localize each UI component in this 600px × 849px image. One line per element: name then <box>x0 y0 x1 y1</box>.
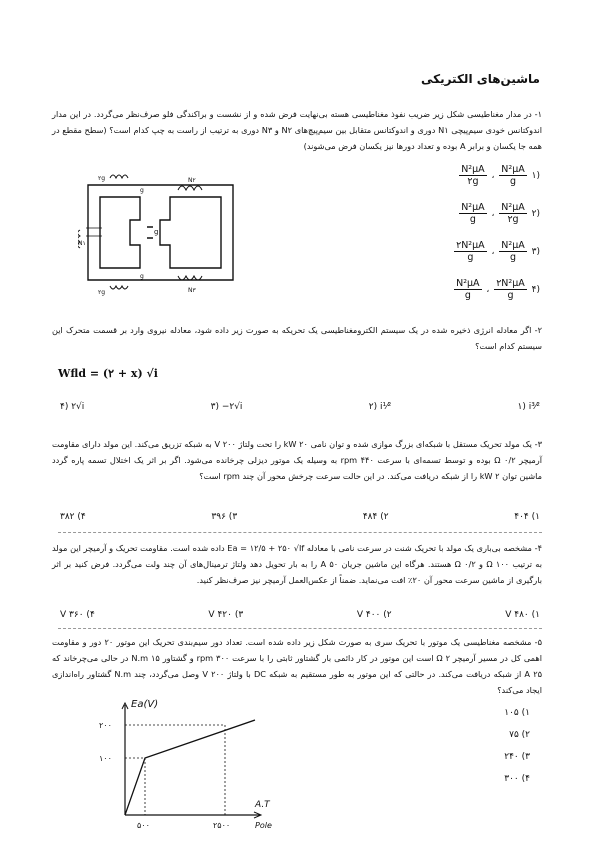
q5-option-4[interactable]: ۴) ۳۰۰ <box>504 774 530 784</box>
x-axis-label: A.T <box>255 800 270 810</box>
q5-options <box>504 702 530 790</box>
fraction: $\frac{\text{N²μA}}{g}$ <box>456 278 480 301</box>
y-axis-label: Ea(V) <box>131 699 159 710</box>
section-title: ماشین‌های الکتریکی <box>420 72 540 86</box>
gap-label-lower: g <box>140 273 144 280</box>
question-number: ۱- <box>534 109 542 119</box>
x-tick-500: ۵۰۰ <box>137 821 150 830</box>
question-text: یک مولد تحریک مستقل با شبکه‌ای بزرگ موازی شده و توان نامی ۲۰ kW را تحت ولتاژ ۲۰۰ V به شبکه تزریق می‌کند. این مولد دارای مقاومت آرمیچر ۰/۲ Ω بوده و توسط تسمه‌ای با سرعت ۴۴۰ rpm به وسیله یک موتور دیزلی چرخانده می‌شود. اگر بر اثر یک اختلال تسمه پاره گردد ماشین توان ۲ kW را از شبکه دریافت می‌کند. در این حالت سرعت چرخش محور آن چند rpm است؟ <box>52 439 542 481</box>
divider <box>58 628 542 629</box>
q2-option-4[interactable]: ۴) ۲√i <box>60 402 85 412</box>
q4-option-1[interactable]: ۱) ۴۸۰ V <box>505 610 540 620</box>
magnetic-circuit-figure <box>78 170 243 298</box>
question-number: ۵- <box>534 637 543 647</box>
x-tick-2500: ۲۵۰۰ <box>213 821 231 830</box>
q1-option-2[interactable]: $\frac{\text{N²μA}}{g}$ ، $\frac{\text{N²μA}}{۲g}$ ۲) <box>461 202 540 225</box>
fraction: $\frac{\text{N²μA}}{۲g}$ <box>461 164 485 187</box>
y-tick-100: ۱۰۰ <box>99 754 112 763</box>
fraction: $\frac{\text{N²μA}}{g}$ <box>461 202 485 225</box>
q4-options <box>60 610 540 620</box>
q2-equation: Wfld = (۲ + x) √i <box>58 367 158 380</box>
question-text: مشخصه بی‌باری یک مولد با تحریک شنت در سرعت نامی با معادله Ea = ۱۲/۵ + ۲۵۰ √If داده شده است. مقاومت تحریک و آرمیچر این مولد به ترتیب ۱۰۰ Ω و ۰/۲ Ω هستند. هرگاه این ماشین جریان ۵۰ A را به بار تحویل دهد ولتاژ ترمینال‌های آن چند ولت می‌گردد. فرض کنید بر اثر بارگیری از ماشین سرعت محور آن ۲۰٪ افت می‌نماید. ضمناً از عکس‌العمل آرمیچر نیز صرف‌نظر کنید. <box>52 543 542 585</box>
q4-option-3[interactable]: ۳) ۴۲۰ V <box>208 610 244 620</box>
q2-options <box>60 402 540 412</box>
y-tick-200: ۲۰۰ <box>99 721 112 730</box>
question-text: اگر معادله انرژی ذخیره شده در یک سیستم الکترومغناطیسی یک تحریکه به صورت زیر داده شود، معادله نیروی وارد بر قسمت متحرک این سیستم کدام است؟ <box>52 325 542 351</box>
fraction: $\frac{\text{N²μA}}{۲g}$ <box>501 202 525 225</box>
question-4 <box>52 540 542 588</box>
q1-option-3[interactable]: $\frac{\text{۲N²μA}}{g}$ ، $\frac{\text{N²μA}}{g}$ ۳) <box>456 240 540 263</box>
question-text: در مدار مغناطیسی شکل زیر ضریب نفوذ مغناطیسی هسته بی‌نهایت فرض شده و از نشست و براکندگی فلو صرف‌نظر می‌گردد. در این مدار اندوکتانس خودی سیم‌پیچی N۱ دوری و اندوکتانس متقابل بین سیم‌پیچ‌های N۲ و N۳ دوری به ترتیب از راست به چپ کدام است؟ (سطح مقطع در همه جا یکسان و برابر A بوده و تعداد دورها نیز یکسان فرض می‌شوند) <box>52 109 542 151</box>
q4-option-4[interactable]: ۴) ۳۶۰ V <box>60 610 95 620</box>
fraction: $\frac{\text{۲N²μA}}{g}$ <box>456 240 485 263</box>
gap-label-top: ۲g <box>98 175 106 182</box>
gap-label-bottom: ۲g <box>98 289 106 296</box>
q1-option-4[interactable]: $\frac{\text{N²μA}}{g}$ ، $\frac{\text{۲N²μA}}{g}$ ۴) <box>456 278 540 301</box>
question-5 <box>52 634 542 698</box>
q5-option-1[interactable]: ۱) ۱۰۵ <box>504 708 530 718</box>
x-axis-label-2: Pole <box>255 821 272 830</box>
q1-option-1[interactable]: $\frac{\text{N²μA}}{۲g}$ ، $\frac{\text{N²μA}}{g}$ ۱) <box>461 164 540 187</box>
q5-option-2[interactable]: ۲) ۷۵ <box>509 730 530 740</box>
q4-option-2[interactable]: ۲) ۴۰۰ V <box>356 610 392 620</box>
q2-option-2[interactable]: ۲) i¹⁄² <box>368 402 392 412</box>
question-2 <box>52 322 542 354</box>
q3-option-2[interactable]: ۲) ۴۸۴ <box>362 512 389 522</box>
magnetization-curve-graph <box>95 695 295 845</box>
winding-n1-label: N۱ <box>78 240 86 247</box>
winding-n3-label: N۳ <box>188 287 196 294</box>
question-1 <box>52 106 542 154</box>
q3-options <box>60 512 540 522</box>
question-number: ۳- <box>534 439 542 449</box>
fraction: $\frac{\text{N²μA}}{g}$ <box>501 164 525 187</box>
q3-option-4[interactable]: ۴) ۳۸۲ <box>60 512 86 522</box>
fraction: $\frac{\text{N²μA}}{g}$ <box>501 240 525 263</box>
q5-option-3[interactable]: ۳) ۲۴۰ <box>504 752 530 762</box>
q3-option-3[interactable]: ۳) ۳۹۶ <box>211 512 238 522</box>
divider <box>58 532 542 533</box>
gap-label-center: g <box>154 228 159 236</box>
fraction: $\frac{\text{۲N²μA}}{g}$ <box>496 278 525 301</box>
question-number: ۲- <box>534 325 542 335</box>
winding-n2-label: N۲ <box>188 177 196 184</box>
question-number: ۴- <box>534 543 542 553</box>
question-3 <box>52 436 542 484</box>
q3-option-1[interactable]: ۱) ۴۰۴ <box>514 512 540 522</box>
q2-option-1[interactable]: ۱) i³⁄² <box>517 402 540 412</box>
q2-option-3[interactable]: ۳) −۲√i <box>210 402 243 412</box>
question-text: مشخصه مغناطیسی یک موتور با تحریک سری به صورت شکل زیر داده شده است. تعداد دور سیم‌بندی تحریک این موتور ۲۰ دور و مقاومت اهمی کل در مسیر آرمیچر ۲ Ω است این موتور در کار دائمی بار گشتاور ثابتی را با سرعت ۳۰۰ rpm و گشتاور ۱۵ N.m در حالی می‌چرخاند که ۲۵ A از شبکه دریافت می‌کند. در حالتی که این موتور به طور مستقیم به شبکه DC با ولتاژ ۲۰۰ V وصل می‌گردد، چند N.m گشتاور راه‌اندازی ایجاد می‌کند؟ <box>52 637 542 695</box>
magnetization-curve <box>125 720 255 815</box>
gap-label-upper: g <box>140 187 144 194</box>
